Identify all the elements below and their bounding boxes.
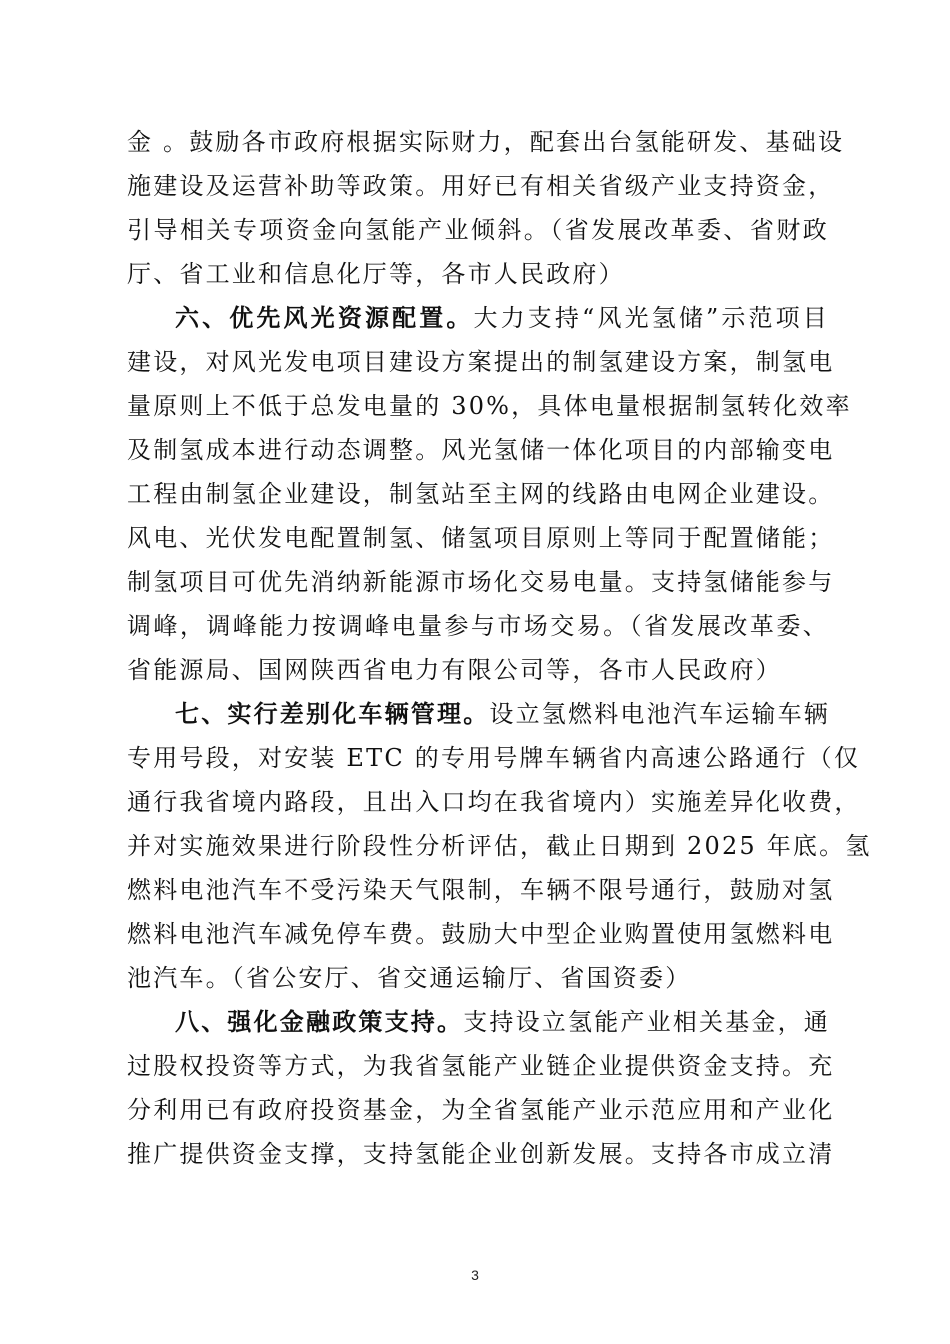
text-line: 金 。鼓励各市政府根据实际财力，配套出台氢能研发、基础设 bbox=[127, 128, 845, 156]
section-heading: 六、优先风光资源配置。 bbox=[175, 303, 474, 332]
text-line: 通行我省境内路段，且出入口均在我省境内）实施差异化收费， bbox=[127, 788, 861, 816]
text-line: 量原则上不低于总发电量的 30%，具体电量根据制氢转化效率 bbox=[127, 392, 852, 420]
text-line: 专用号段，对安装 ETC 的专用号牌车辆省内高速公路通行（仅 bbox=[127, 744, 861, 772]
text-line: 分利用已有政府投资基金，为全省氢能产业示范应用和产业化 bbox=[127, 1096, 835, 1124]
text-line: 池汽车。（省公安厅、省交通运输厅、省国资委） bbox=[127, 964, 692, 992]
text-line: 并对实施效果进行阶段性分析评估，截止日期到 2025 年底。氢 bbox=[127, 832, 872, 860]
text-line: 燃料电池汽车不受污染天气限制，车辆不限号通行，鼓励对氢 bbox=[127, 876, 835, 904]
text-line: 调峰，调峰能力按调峰电量参与市场交易。（省发展改革委、 bbox=[127, 612, 829, 640]
section-text: 设立氢燃料电池汽车运输车辆 bbox=[489, 700, 831, 728]
text-line: 制氢项目可优先消纳新能源市场化交易电量。支持氢储能参与 bbox=[127, 568, 835, 596]
section-text: 支持设立氢能产业相关基金，通 bbox=[463, 1008, 831, 1036]
text-line: 及制氢成本进行动态调整。风光氢储一体化项目的内部输变电 bbox=[127, 436, 835, 464]
text-line: 省能源局、国网陕西省电力有限公司等，各市人民政府） bbox=[127, 656, 782, 684]
section-six-heading-line bbox=[127, 298, 829, 338]
text-line: 施建设及运营补助等政策。用好已有相关省级产业支持资金， bbox=[127, 172, 835, 200]
text-line: 厅、省工业和信息化厅等，各市人民政府） bbox=[127, 260, 625, 288]
section-seven-heading-line bbox=[127, 694, 829, 734]
text-line: 引导相关专项资金向氢能产业倾斜。（省发展改革委、省财政 bbox=[127, 216, 829, 244]
text-line: 燃料电池汽车减免停车费。鼓励大中型企业购置使用氢燃料电 bbox=[127, 920, 835, 948]
text-line: 建设，对风光发电项目建设方案提出的制氢建设方案，制氢电 bbox=[127, 348, 835, 376]
section-heading: 八、强化金融政策支持。 bbox=[175, 1007, 464, 1036]
page-number: 3 bbox=[471, 1267, 479, 1283]
text-line: 过股权投资等方式，为我省氢能产业链企业提供资金支持。充 bbox=[127, 1052, 835, 1080]
text-line: 推广提供资金支撑，支持氢能企业创新发展。支持各市成立清 bbox=[127, 1140, 835, 1168]
text-line: 风电、光伏发电配置制氢、储氢项目原则上等同于配置储能； bbox=[127, 524, 835, 552]
section-eight-heading-line bbox=[127, 1002, 829, 1042]
section-text: 大力支持“风光氢储”示范项目 bbox=[473, 304, 830, 332]
section-heading: 七、实行差别化车辆管理。 bbox=[175, 699, 490, 728]
text-line: 工程由制氢企业建设，制氢站至主网的线路由电网企业建设。 bbox=[127, 480, 835, 508]
